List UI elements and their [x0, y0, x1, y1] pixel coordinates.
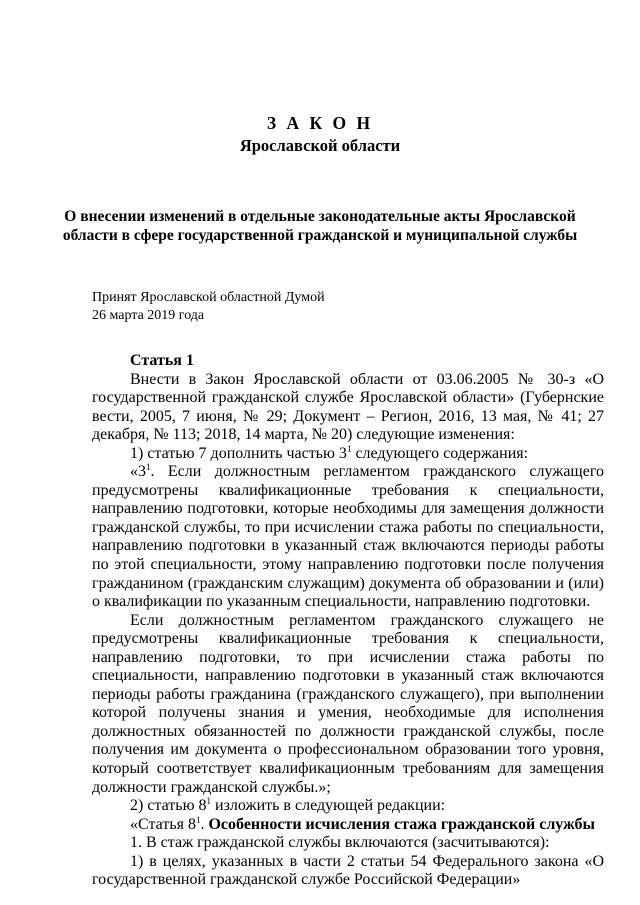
law-subject: О внесении изменений в отдельные законодательные акты Ярославской области в сфере государственной гражданской и муниципальной службы — [62, 208, 578, 245]
article-8-1-dot: . — [200, 815, 209, 833]
amendment-item-1-text: 1) статью 7 дополнить частью 3 — [130, 444, 347, 462]
superscript: 1 — [206, 796, 212, 807]
quote-open: «3 — [130, 463, 146, 481]
article-body — [92, 352, 604, 890]
adoption-body: Принят Ярославской областной Думой — [92, 290, 325, 305]
amendment-item-1-text-end: следующего содержания: — [351, 444, 529, 462]
adoption-date: 26 марта 2019 года — [92, 308, 205, 323]
quoted-part-3-1 — [92, 463, 604, 611]
adoption-info — [92, 289, 325, 325]
article-8-1-title: Особенности исчисления стажа гражданской службы — [208, 815, 595, 833]
amendment-item-2-text-end: изложить в следующей редакции: — [211, 797, 446, 815]
law-region: Ярославской области — [239, 136, 401, 155]
point-1-subitem-1: 1) в целях, указанных в части 2 статьи 54 Федерального закона «О государственной гражданской службе Российской Федерации» — [92, 852, 604, 889]
superscript: 1 — [146, 462, 151, 473]
article-heading: Статья 1 — [130, 352, 194, 369]
amendment-item-1 — [92, 445, 604, 464]
article-intro: Внести в Закон Ярославской области от 03.06.2005 № 30-з «О государственной гражданской службе Ярославской области» (Губернские вести, 2005, 7 июня, № 29; Документ – Регион, 2016, 13 мая, № 41; 27 декабря, № 113; 2018, 14 марта, № 20) следующие изменения: — [92, 370, 604, 444]
article-8-1-heading — [92, 816, 604, 835]
quoted-part-text: . Если должностным регламентом гражданского служащего предусмотрены квалификационные требования к специальности, направлению подготовки, которые необходимы для замещения должности гражданской службы, то при исчислении стажа работы по специальности, направлению подготовки в указанный стаж включаются периоды работы по этой специальности, этому направлению подготовки после получения гражданином (гражданским служащим) документа об образовании и (или) о квалификации по указанным специальности, направлению подготовки. — [92, 463, 604, 611]
superscript: 1 — [195, 814, 201, 825]
law-title: З А К О Н — [266, 113, 374, 133]
point-1: 1. В стаж гражданской службы включаются (засчитываются): — [130, 834, 550, 852]
superscript: 1 — [346, 443, 352, 454]
article-8-1-label: «Статья 8 — [130, 815, 196, 833]
quoted-paragraph-2: Если должностным регламентом гражданского служащего не предусмотрены квалификационные требования к специальности, направлению подготовки, то при исчислении стажа работы по специальности, направлению подготовки в указанный стаж включаются периоды работы гражданина (гражданского служащего), при выполнении которой получены знания и умения, необходимые для исполнения должностных обязанностей по должности гражданской службы, после получения им документа о профессиональном образовании того уровня, который соответствует квалификационным требованиям для замещения должности гражданской службы.»; — [92, 611, 604, 796]
amendment-item-2-text: 2) статью 8 — [130, 797, 207, 815]
amendment-item-2 — [92, 797, 604, 816]
